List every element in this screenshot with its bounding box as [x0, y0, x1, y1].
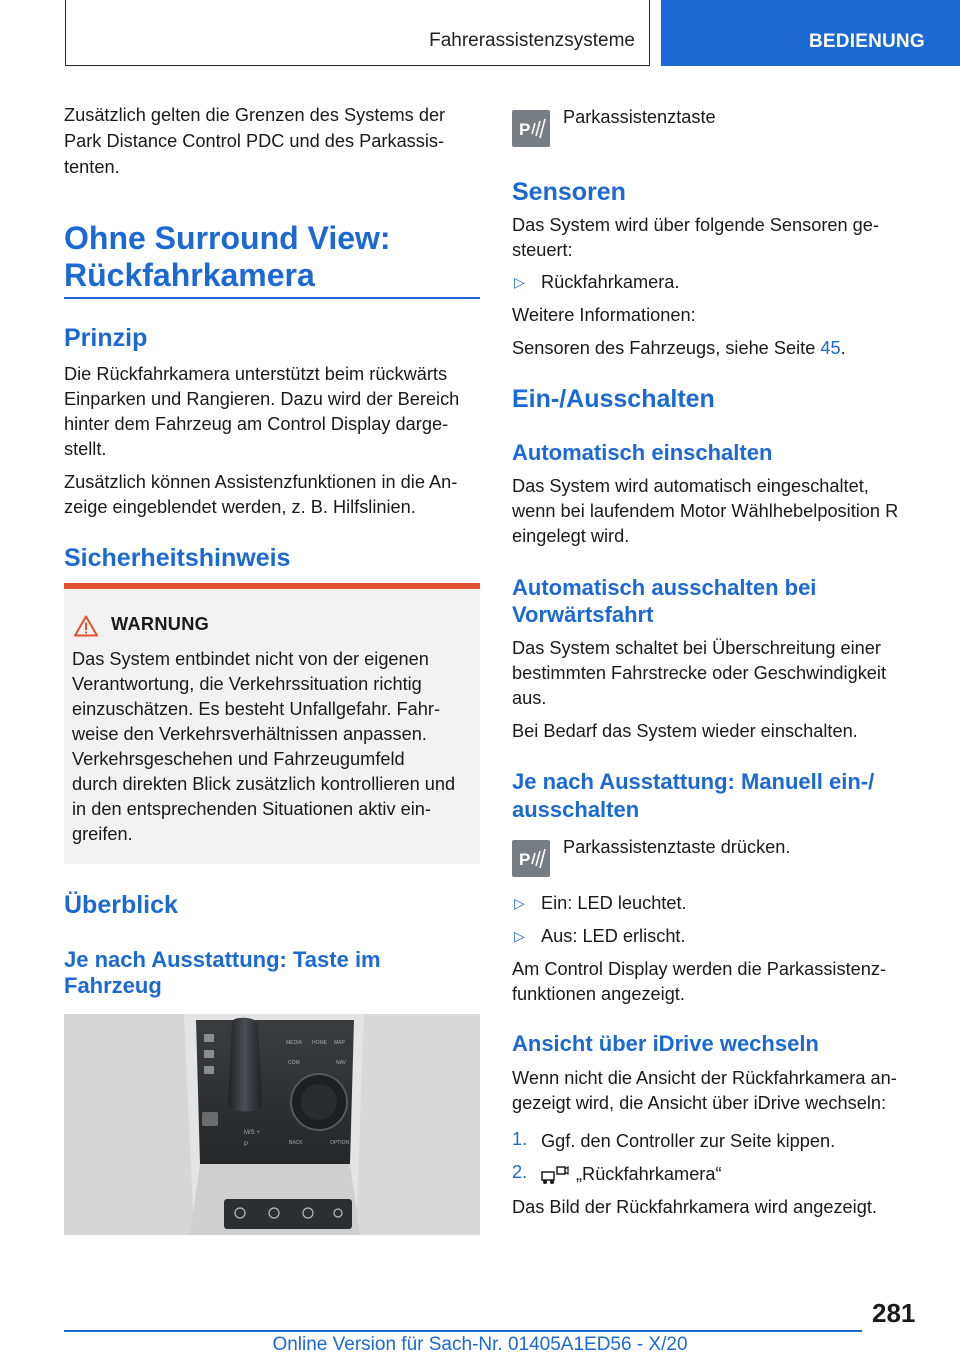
svg-text:M/S +: M/S + [244, 1130, 260, 1136]
manuell-p-line-2: funktionen angezeigt. [512, 984, 685, 1004]
center-console-illustration [64, 1014, 480, 1235]
manuell-heading-line-2: ausschalten [512, 797, 640, 822]
warning-text [72, 647, 476, 847]
sensoren-heading: Sensoren [512, 178, 626, 206]
auto-aus-line-2: bestimmten Fahrstrecke oder Geschwindigkeit [512, 663, 887, 683]
prinzip-p2-line-2: zeige eingeblendet werden, z. B. Hilfslinien. [64, 497, 416, 517]
prinzip-p1-line-3: hinter dem Fahrzeug am Control Display darge- [64, 414, 449, 434]
key-label-1: Parkassistenztaste [563, 107, 716, 127]
rear-camera-icon [541, 1163, 569, 1185]
warning-line-6: durch direkten Blick zusätzlich kontrollieren und [72, 774, 456, 794]
warning-line-2: Verantwortung, die Verkehrssituation richtig [72, 674, 422, 694]
warning-title: WARNUNG [111, 614, 210, 634]
parking-assist-button-icon-2 [512, 840, 550, 877]
intro-line-1: Zusätzlich gelten die Grenzen des Systems der [64, 105, 446, 125]
sensoren-ref-page-link[interactable]: 45 [820, 338, 841, 358]
footer-rule [64, 1330, 862, 1332]
taste-heading-line-1: Je nach Ausstattung: Taste im [64, 947, 381, 972]
prinzip-p1-line-4: stellt. [64, 439, 107, 459]
header-section-title: Fahrerassistenzsysteme [429, 30, 635, 51]
auto-aus-p2: Bei Bedarf das System wieder einschalten. [512, 721, 858, 741]
warning-line-3: einzuschätzen. Es besteht Unfallgefahr. Fahr- [72, 699, 440, 719]
manuell-p-line-1: Am Control Display werden die Parkassistenz- [512, 959, 886, 979]
weitere-info: Weitere Informationen: [512, 305, 696, 325]
auto-ein-line-1: Das System wird automatisch eingeschaltet, [512, 476, 869, 496]
ansicht-line-1: Wenn nicht die Ansicht der Rückfahrkamera an- [512, 1068, 897, 1088]
final-text: Das Bild der Rückfahrkamera wird angezeigt. [512, 1197, 877, 1217]
header-chapter-label: BEDIENUNG [809, 31, 925, 52]
ansicht-heading: Ansicht über iDrive wechseln [512, 1031, 819, 1056]
sensoren-bullet: Rückfahrkamera. [541, 272, 680, 292]
svg-text:MEDIA: MEDIA [286, 1040, 302, 1046]
auto-ein-line-3: eingelegt wird. [512, 526, 630, 546]
sicherheit-heading: Sicherheitshinweis [64, 544, 291, 572]
key-label-2: Parkassistenztaste drücken. [563, 837, 791, 857]
warning-box [64, 583, 480, 864]
warning-line-7: in den entsprechenden Situationen aktiv ein- [72, 799, 431, 819]
svg-text:P: P [519, 850, 531, 869]
main-heading-line-2: Rückfahrkamera [64, 257, 315, 293]
heading-rule [64, 297, 480, 299]
auto-ein-line-2: wenn bei laufendem Motor Wählhebelposition R [512, 501, 899, 521]
bullet-marker: ▷ [514, 274, 525, 290]
auto-ein-heading: Automatisch einschalten [512, 440, 773, 465]
warning-line-5: Verkehrsgeschehen und Fahrzeugumfeld [72, 749, 405, 769]
svg-text:P: P [519, 120, 531, 139]
sensoren-ref [512, 336, 846, 361]
einaus-heading: Ein-/Ausschalten [512, 385, 715, 413]
sensoren-line-1: Das System wird über folgende Sensoren ge- [512, 215, 879, 235]
footer-online-version: Online Version für Sach-Nr. 01405A1ED56 - X/20 [272, 1334, 688, 1355]
header-chapter-tab [661, 0, 960, 66]
bullet-marker: ▷ [514, 895, 525, 911]
step-1-text: Ggf. den Controller zur Seite kippen. [541, 1131, 836, 1151]
prinzip-p1-line-1: Die Rückfahrkamera unterstützt beim rückwärts [64, 364, 448, 384]
intro-line-2: Park Distance Control PDC und des Parkassis- [64, 131, 445, 151]
warning-line-4: weise den Verkehrsverhältnissen anpassen. [72, 724, 427, 744]
manuell-heading-line-1: Je nach Ausstattung: Manuell ein-/ [512, 769, 875, 794]
bullet-marker: ▷ [514, 928, 525, 944]
prinzip-p2-line-1: Zusätzlich können Assistenzfunktionen in die An- [64, 472, 458, 492]
svg-text:HOME: HOME [312, 1040, 327, 1046]
svg-text:BACK: BACK [289, 1140, 303, 1146]
svg-text:OPTION: OPTION [330, 1140, 350, 1146]
sensoren-ref-end: . [840, 338, 846, 358]
main-heading-line-1: Ohne Surround View: [64, 220, 391, 256]
svg-text:COM: COM [288, 1060, 300, 1066]
parking-assist-button-icon [512, 110, 550, 147]
page-number: 281 [872, 1298, 916, 1328]
auto-aus-line-3: aus. [512, 688, 547, 708]
bullet-aus: Aus: LED erlischt. [541, 926, 686, 946]
svg-text:NAV: NAV [336, 1060, 346, 1066]
warning-triangle-icon [74, 615, 98, 637]
auto-aus-heading-line-1: Automatisch ausschalten bei [512, 575, 817, 600]
warning-line-1: Das System entbindet nicht von der eigenen [72, 649, 429, 669]
sensoren-ref-text: Sensoren des Fahrzeugs, siehe Seite [512, 338, 821, 358]
warning-line-8: greifen. [72, 824, 133, 844]
auto-aus-line-1: Das System schaltet bei Überschreitung einer [512, 638, 881, 658]
auto-aus-heading-line-2: Vorwärtsfahrt [512, 602, 654, 627]
ansicht-line-2: gezeigt wird, die Ansicht über iDrive wechseln: [512, 1093, 887, 1113]
svg-text:P: P [244, 1142, 249, 1148]
prinzip-heading: Prinzip [64, 324, 148, 352]
header-section-box [65, 0, 650, 66]
sensoren-line-2: steuert: [512, 240, 573, 260]
ueberblick-heading: Überblick [64, 891, 178, 919]
taste-heading-line-2: Fahrzeug [64, 973, 162, 998]
step-2-text: „Rückfahrkamera“ [576, 1164, 722, 1184]
prinzip-p1-line-2: Einparken und Rangieren. Dazu wird der Bereich [64, 389, 460, 409]
svg-text:MAP: MAP [334, 1040, 345, 1046]
bullet-ein: Ein: LED leuchtet. [541, 893, 687, 913]
center-console-photo [64, 1014, 480, 1235]
step-1-number: 1. [512, 1129, 528, 1149]
intro-line-3: tenten. [64, 157, 120, 177]
step-2-number: 2. [512, 1162, 528, 1182]
